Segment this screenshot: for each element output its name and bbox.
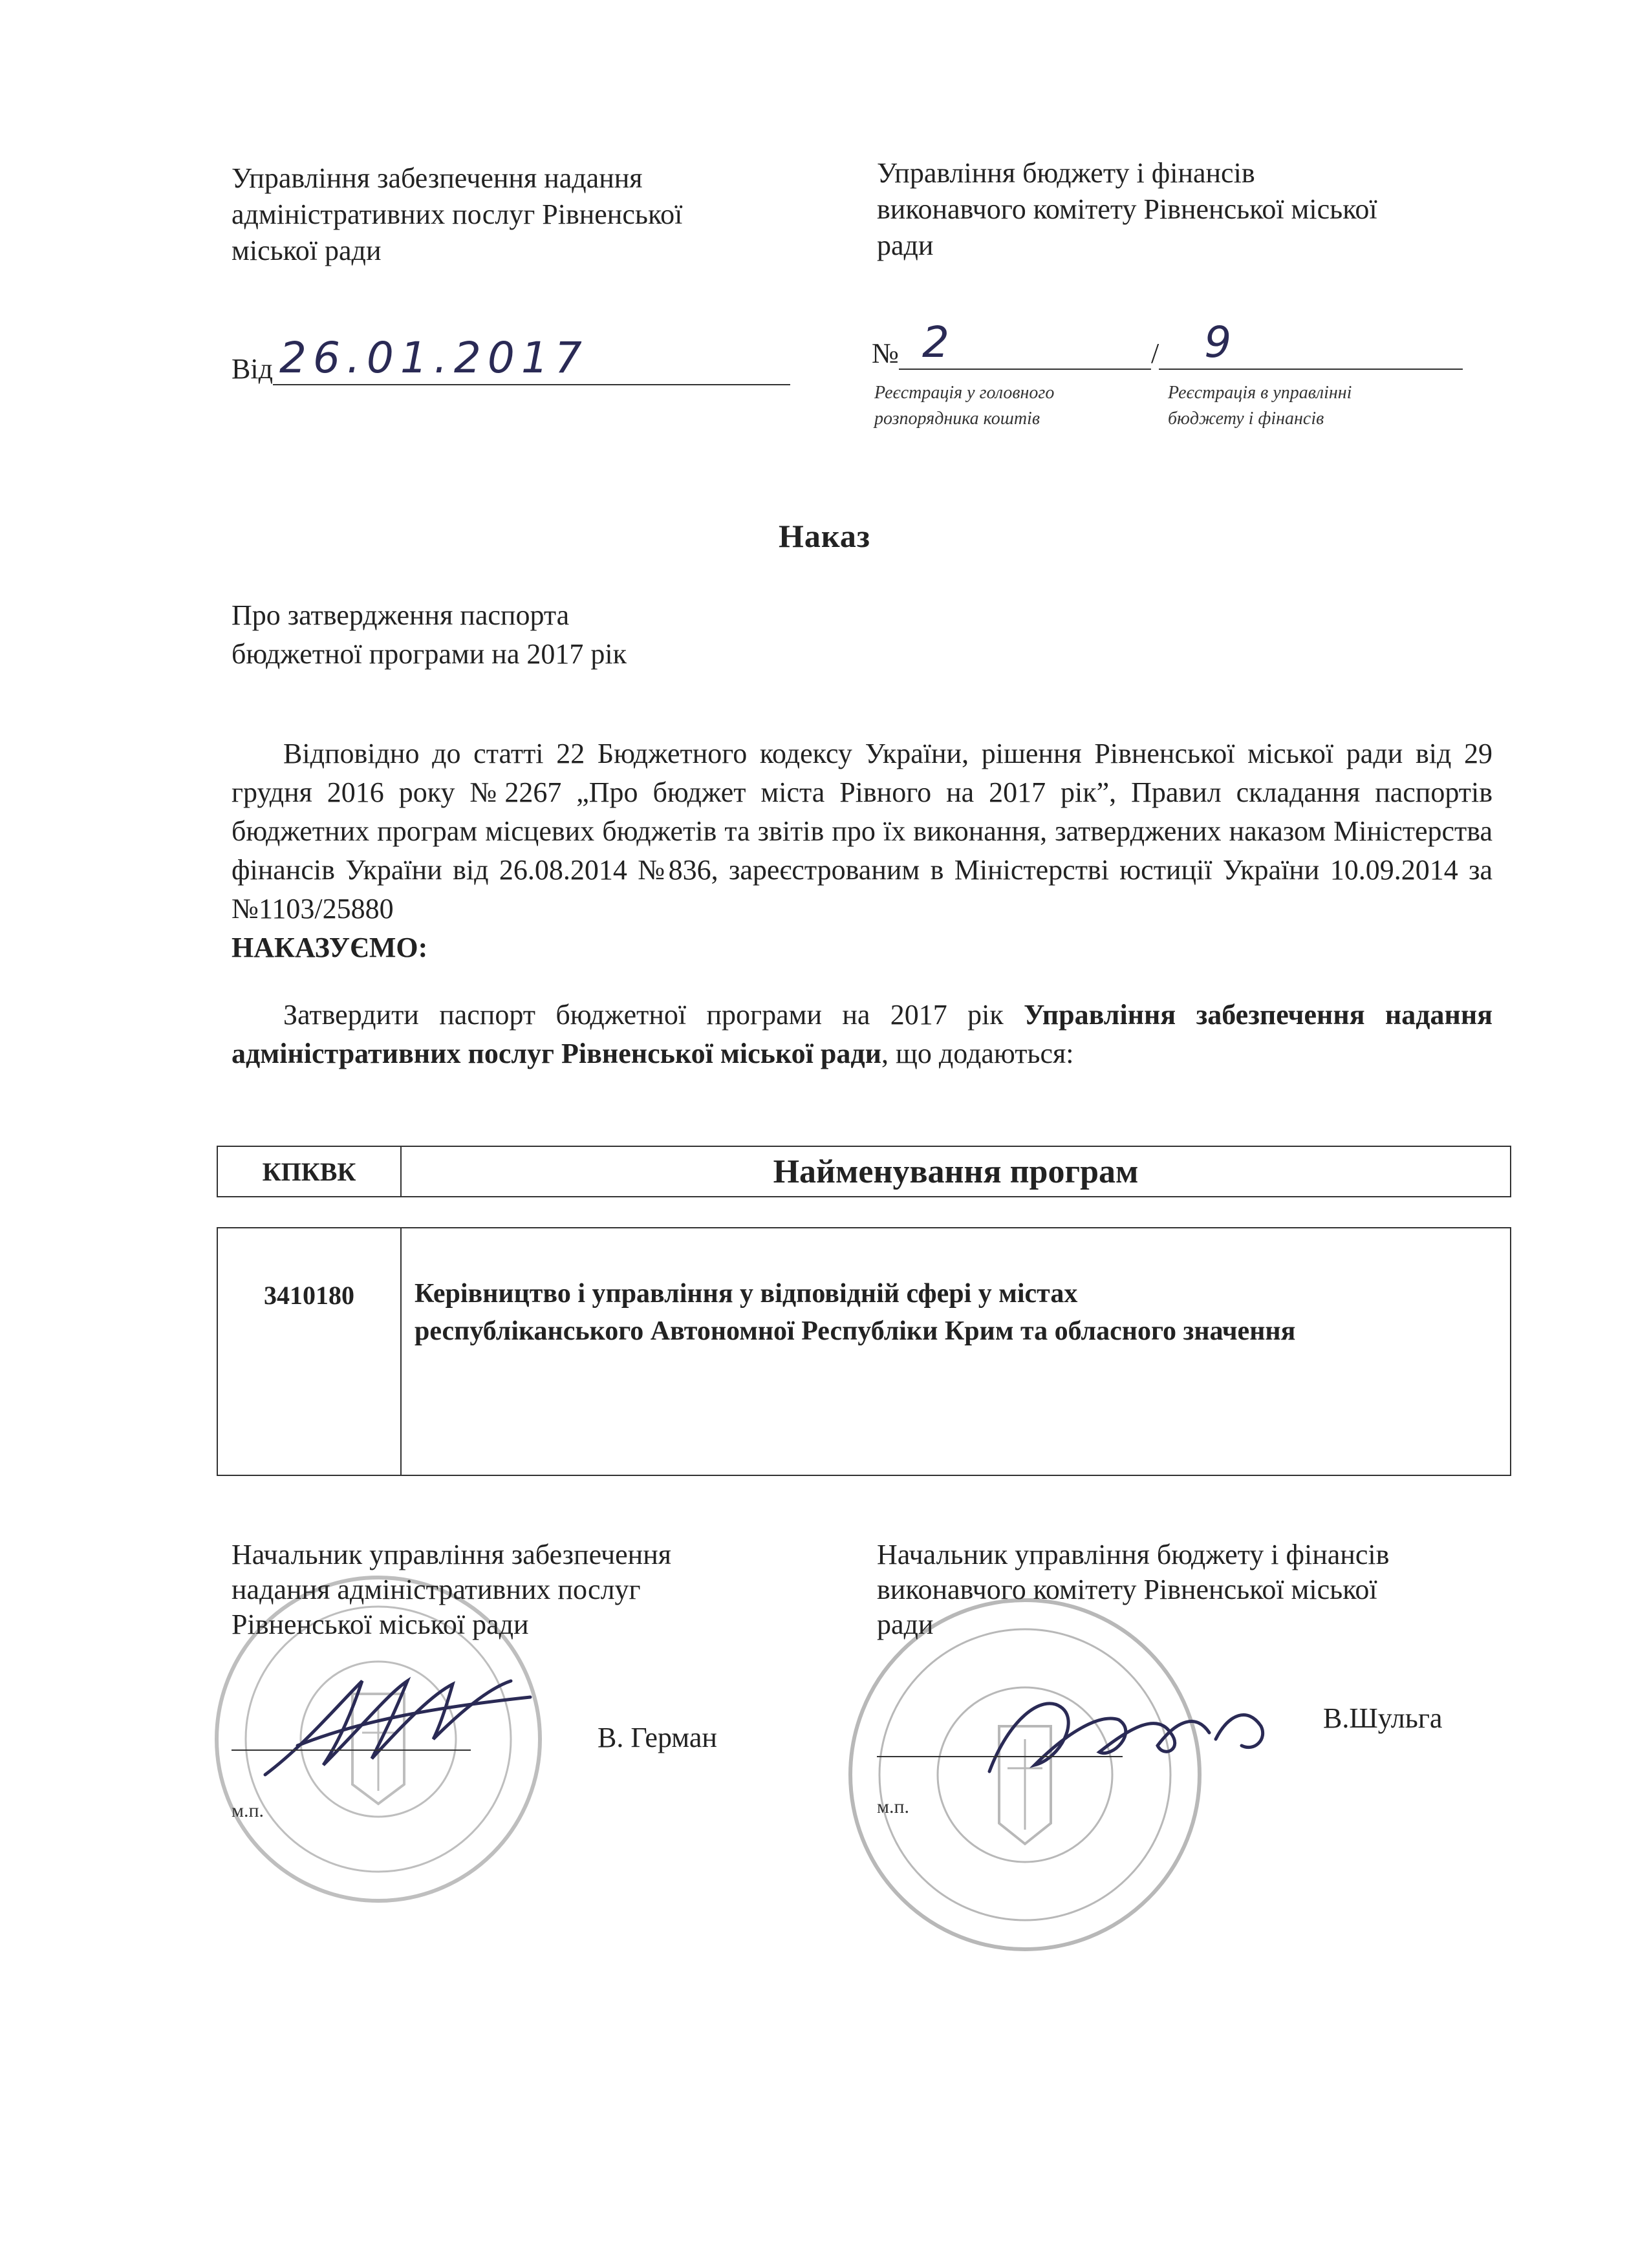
finance-line-1: Управління бюджету і фінансів bbox=[877, 157, 1255, 189]
left-seal-mark: м.п. bbox=[232, 1800, 264, 1821]
program-code: 3410180 bbox=[217, 1228, 401, 1475]
left-title-line-2: надання адміністративних послуг bbox=[232, 1574, 641, 1605]
subject-line-2: бюджетної програми на 2017 рік bbox=[232, 638, 627, 670]
finance-line-3: ради bbox=[877, 230, 934, 261]
issuer-line-1: Управління забезпечення надання bbox=[232, 162, 643, 194]
right-signatory-name: В.Шульга bbox=[1323, 1702, 1443, 1734]
number-label: № bbox=[872, 337, 899, 369]
note-main-line-2: розпорядника коштів bbox=[874, 409, 1040, 429]
number-separator: / bbox=[1150, 337, 1159, 369]
handwritten-number-finance: 9 bbox=[1204, 317, 1238, 367]
right-title-line-2: виконавчого комітету Рівненської міської bbox=[877, 1574, 1377, 1605]
right-signatory-title bbox=[877, 1537, 1511, 1642]
right-title-line-1: Начальник управління бюджету і фінансів bbox=[877, 1539, 1390, 1570]
header-program-name: Найменування програм bbox=[401, 1146, 1511, 1197]
note-main-line-1: Реєстрація у головного bbox=[874, 383, 1055, 403]
legal-basis-text: Відповідно до статті 22 Бюджетного кодексу України, рішення Рівненської міської ради від 29 грудня 2016 року №2267 „Про бюджет міста Рівного на 2017 рік”, Правил складання паспортів бюджетних програм місцевих бюджетів та звітів про їх виконання, затверджених наказом Міністерства фінансів України від 26.08.2014 №836, зареєстрованим в Міністерстві юстиції України 10.09.2014 за №1103/25880 bbox=[232, 738, 1493, 925]
order-word: НАКАЗУЄМО: bbox=[232, 932, 428, 963]
left-signatory-title bbox=[232, 1537, 814, 1642]
left-title-line-3: Рівненської міської ради bbox=[232, 1609, 529, 1640]
right-seal-mark: м.п. bbox=[877, 1796, 910, 1817]
right-seal-stamp bbox=[850, 1600, 1200, 1949]
handwritten-number-main: 2 bbox=[921, 317, 956, 367]
approval-tail: , що додаються: bbox=[881, 1038, 1074, 1069]
program-name-line-2: республіканського Автономної Республіки Крим та обласного значення bbox=[415, 1316, 1296, 1346]
subject-line-1: Про затвердження паспорта bbox=[232, 599, 570, 631]
left-signature-line bbox=[232, 1749, 471, 1751]
left-signatory-name: В. Герман bbox=[598, 1722, 717, 1753]
document-title: Наказ bbox=[778, 518, 871, 554]
left-title-line-1: Начальник управління забезпечення bbox=[232, 1539, 672, 1570]
note-finance-line-2: бюджету і фінансів bbox=[1168, 409, 1324, 429]
finance-line-2: виконавчого комітету Рівненської міської bbox=[877, 193, 1377, 225]
right-signature bbox=[989, 1704, 1263, 1771]
program-name-line-1: Керівництво і управління у відповідній сфері у містах bbox=[415, 1279, 1078, 1309]
date-label: Від bbox=[232, 353, 273, 385]
issuer-line-3: міської ради bbox=[232, 235, 382, 266]
right-title-line-3: ради bbox=[877, 1609, 934, 1640]
right-signature-line bbox=[877, 1756, 1123, 1757]
note-finance-line-1: Реєстрація в управлінні bbox=[1168, 383, 1352, 403]
handwritten-date: 26.01.2017 bbox=[279, 333, 588, 383]
approval-organization: Управління забезпечення надання адміністративних послуг Рівненської міської ради bbox=[232, 999, 1493, 1069]
approval-lead: Затвердити паспорт бюджетної програми на 2017 рік bbox=[283, 999, 1024, 1031]
header-code: КПКВК bbox=[217, 1146, 401, 1197]
issuer-line-2: адміністративних послуг Рівненської bbox=[232, 198, 683, 230]
